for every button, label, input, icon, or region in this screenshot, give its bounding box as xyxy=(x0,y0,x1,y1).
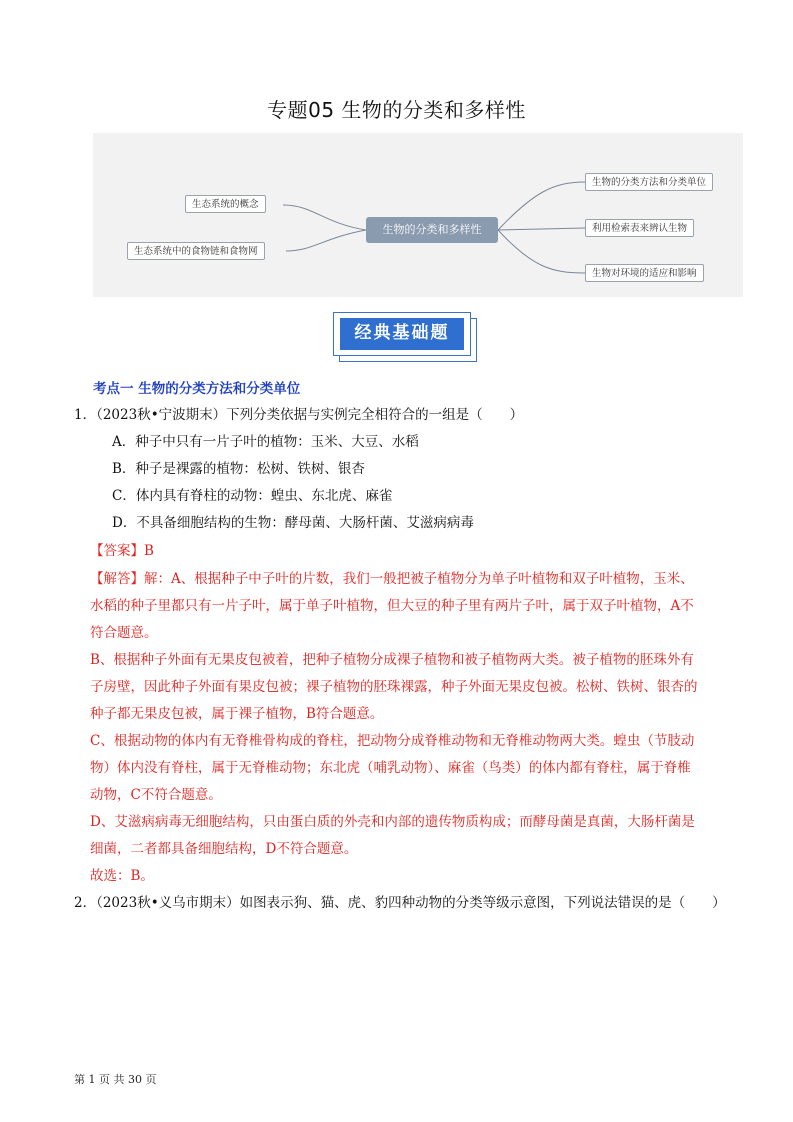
q1-option-a: A．种子中只有一片子叶的植物：玉米、大豆、水稻 xyxy=(112,434,419,450)
q1-analysis-line: 水稻的种子里都只有一片子叶，属于单子叶植物，但大豆的种子里有两片子叶，属于双子叶植物，A不 xyxy=(90,598,694,614)
q1-analysis-line: 符合题意。 xyxy=(90,625,158,641)
mind-map-node-food-chain: 生态系统中的食物链和食物网 xyxy=(127,242,265,260)
q1-option-c: C．体内具有脊柱的动物：蝗虫、东北虎、麻雀 xyxy=(112,488,393,504)
q1-option-d: D．不具备细胞结构的生物：酵母菌、大肠杆菌、艾滋病病毒 xyxy=(112,515,474,531)
mind-map-node-adaptation: 生物对环境的适应和影响 xyxy=(585,264,704,282)
mind-map-node-ecosystem-concept: 生态系统的概念 xyxy=(185,195,266,213)
mind-map-center-node: 生物的分类和多样性 xyxy=(366,217,498,243)
q1-stem: 1．（2023秋•宁波期末）下列分类依据与实例完全相符合的一组是（ ） xyxy=(74,407,524,423)
q1-analysis-line: 动物，C不符合题意。 xyxy=(90,787,222,803)
section-title: 考点一 生物的分类方法和分类单位 xyxy=(93,381,301,397)
q1-analysis-line: 物）体内没有脊柱，属于无脊椎动物；东北虎（哺乳动物）、麻雀（鸟类）的体内都有脊柱，属于脊椎 xyxy=(90,760,691,776)
mind-map-node-classification: 生物的分类方法和分类单位 xyxy=(585,173,713,191)
q1-analysis-line: 故选：B。 xyxy=(90,868,154,884)
q1-analysis-line: 【解答】解：A、根据种子中子叶的片数，我们一般把被子植物分为单子叶植物和双子叶植物，玉米、 xyxy=(90,571,694,587)
q1-analysis-line: 子房壁，因此种子外面有果皮包被；裸子植物的胚珠裸露，种子外面无果皮包被。松树、铁树、银杏的 xyxy=(90,679,698,695)
q1-answer: 【答案】B xyxy=(90,543,154,559)
page-footer: 第 1 页 共 30 页 xyxy=(74,1073,157,1086)
q1-analysis-line: 种子都无果皮包被，属于裸子植物，B符合题意。 xyxy=(90,706,384,722)
q1-analysis-line: D、艾滋病病毒无细胞结构，只由蛋白质的外壳和内部的遗传物质构成；而酵母菌是真菌，大肠杆菌是 xyxy=(90,814,695,830)
q1-analysis-line: B、根据种子外面有无果皮包被着，把种子植物分成裸子植物和被子植物两大类。被子植物的胚珠外有 xyxy=(90,652,694,668)
page-title: 专题05 生物的分类和多样性 xyxy=(267,98,526,122)
section-badge xyxy=(333,312,481,364)
mind-map-node-key: 利用检索表来辨认生物 xyxy=(585,219,694,237)
q1-analysis-line: 细菌，二者都具备细胞结构，D不符合题意。 xyxy=(90,841,358,857)
q2-stem: 2．（2023秋•义乌市期末）如图表示狗、猫、虎、豹四种动物的分类等级示意图，下列说法错误的是（ ） xyxy=(74,895,726,911)
badge-label: 经典基础题 xyxy=(340,318,464,350)
mind-map xyxy=(93,133,743,297)
badge-frame xyxy=(333,312,471,356)
q1-option-b: B．种子是裸露的植物：松树、铁树、银杏 xyxy=(112,461,365,477)
q1-analysis-line: C、根据动物的体内有无脊椎骨构成的脊柱，把动物分成脊椎动物和无脊椎动物两大类。蝗虫（节肢动 xyxy=(90,733,695,749)
